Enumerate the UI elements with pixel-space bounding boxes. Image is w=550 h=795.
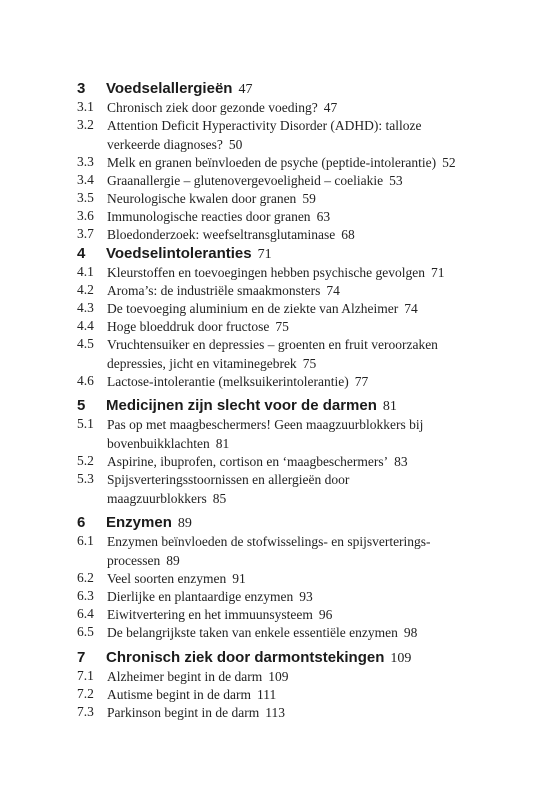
entry-page: 71 — [431, 265, 445, 280]
entry-number: 3.3 — [77, 154, 94, 169]
entry-text: Melk en granen beïnvloeden de psyche (peptide-intolerantie) 52 — [107, 155, 456, 170]
entry-text: De belangrijkste taken van enkele essentiële enzymen 98 — [107, 625, 418, 640]
entry-page: 113 — [265, 705, 285, 720]
entry-page: 74 — [326, 283, 340, 298]
chapter-number: 7 — [77, 649, 86, 666]
entry-number: 6.5 — [77, 624, 94, 639]
chapter-number: 6 — [77, 514, 86, 531]
entry-page: 91 — [232, 571, 246, 586]
entry-number: 4.5 — [77, 336, 94, 351]
entry-page: 98 — [403, 625, 418, 640]
entry-text: Chronisch ziek door gezonde voeding? 47 — [107, 100, 338, 115]
entry-page: 96 — [318, 607, 333, 622]
entry-text: Bloedonderzoek: weefseltransglutaminase 68 — [107, 227, 355, 242]
entry-number: 4.3 — [77, 300, 94, 315]
entry-number: 6.1 — [77, 533, 94, 548]
entry-text: Aspirine, ibuprofen, cortison en ‘maagbeschermers’ 83 — [107, 454, 408, 469]
entry-number: 5.2 — [77, 453, 94, 468]
entry-page: 53 — [389, 173, 403, 188]
entry-number: 5.1 — [77, 416, 94, 431]
entry-number: 4.4 — [77, 318, 94, 333]
entry-page: 47 — [323, 100, 338, 115]
entry-text: Lactose-intolerantie (melksuikerintolerantie) 77 — [107, 374, 369, 389]
chapter-page: 47 — [238, 82, 253, 97]
entry-page: 75 — [275, 319, 289, 334]
entry-page: 75 — [302, 355, 317, 371]
entry-text: Neurologische kwalen door granen 59 — [107, 191, 316, 206]
entry-page: 77 — [354, 374, 369, 389]
entry-page: 63 — [316, 209, 331, 224]
entry-text: Autisme begint in de darm 111 — [107, 687, 277, 702]
entry-number: 3.7 — [77, 226, 94, 241]
chapter-page: 81 — [382, 399, 397, 414]
entry-number: 5.3 — [77, 471, 94, 486]
entry-number: 4.2 — [77, 282, 94, 297]
entry-number: 6.3 — [77, 588, 94, 603]
entry-page: 68 — [341, 227, 355, 242]
entry-text: Kleurstoffen en toevoegingen hebben psychische gevolgen 71 — [107, 265, 445, 280]
chapter-title: Voedselallergieën 47 — [106, 80, 253, 97]
entry-page: 81 — [215, 435, 230, 451]
chapter-page: 109 — [390, 651, 412, 666]
entry-text: Spijsverteringsstoornissen en allergieën door maagzuurblokkers 85 — [107, 472, 350, 506]
entry-text: Vruchtensuiker en depressies – groenten en fruit veroorzaken depressies, jicht en vitaminegebrek 75 — [107, 337, 438, 371]
entry-text: Alzheimer begint in de darm 109 — [107, 669, 289, 684]
chapter-page: 71 — [257, 247, 272, 262]
entry-text: Enzymen beïnvloeden de stofwisselings- en spijsverterings-processen 89 — [107, 534, 431, 568]
chapter-number: 3 — [77, 80, 86, 97]
entry-page: 74 — [404, 301, 418, 316]
entry-number: 3.6 — [77, 208, 94, 223]
entry-number: 7.3 — [77, 704, 94, 719]
chapter-title: Enzymen 89 — [106, 514, 192, 531]
chapter-title: Medicijnen zijn slecht voor de darmen 81 — [106, 397, 397, 414]
entry-page: 83 — [394, 454, 408, 469]
entry-page: 52 — [442, 155, 456, 170]
entry-text: Pas op met maagbeschermers! Geen maagzuurblokkers bij bovenbuikklachten 81 — [107, 417, 424, 451]
entry-page: 59 — [302, 191, 316, 206]
entry-text: Veel soorten enzymen 91 — [107, 571, 246, 586]
entry-page: 93 — [299, 589, 313, 604]
entry-number: 6.2 — [77, 570, 94, 585]
entry-text: Aroma’s: de industriële smaakmonsters 74 — [107, 283, 340, 298]
chapter-title: Voedselintoleranties 71 — [106, 245, 272, 262]
entry-number: 3.2 — [77, 117, 94, 132]
entry-text: Parkinson begint in de darm 113 — [107, 705, 285, 720]
entry-text: Dierlijke en plantaardige enzymen 93 — [107, 589, 313, 604]
chapter-page: 89 — [177, 516, 192, 531]
entry-text: Immunologische reacties door granen 63 — [107, 209, 331, 224]
entry-number: 4.6 — [77, 373, 94, 388]
entry-number: 3.1 — [77, 99, 94, 114]
entry-number: 6.4 — [77, 606, 94, 621]
entry-text: Graanallergie – glutenovergevoeligheid – coeliakie 53 — [107, 173, 403, 188]
entry-page: 50 — [228, 136, 243, 152]
entry-page: 85 — [212, 490, 227, 506]
entry-page: 89 — [166, 552, 180, 568]
entry-text: Attention Deficit Hyperactivity Disorder (ADHD): talloze verkeerde diagnoses? 50 — [107, 118, 422, 152]
entry-number: 4.1 — [77, 264, 94, 279]
entry-number: 3.5 — [77, 190, 94, 205]
entry-text: Eiwitvertering en het immuunsysteem 96 — [107, 607, 333, 622]
entry-number: 7.2 — [77, 686, 94, 701]
chapter-number: 5 — [77, 397, 86, 414]
chapter-number: 4 — [77, 245, 86, 262]
entry-text: Hoge bloeddruk door fructose 75 — [107, 319, 289, 334]
entry-number: 3.4 — [77, 172, 94, 187]
chapter-title: Chronisch ziek door darmontstekingen 109 — [106, 649, 412, 666]
entry-number: 7.1 — [77, 668, 94, 683]
entry-page: 109 — [268, 669, 289, 684]
entry-text: De toevoeging aluminium en de ziekte van Alzheimer 74 — [107, 301, 418, 316]
entry-page: 111 — [256, 687, 277, 702]
